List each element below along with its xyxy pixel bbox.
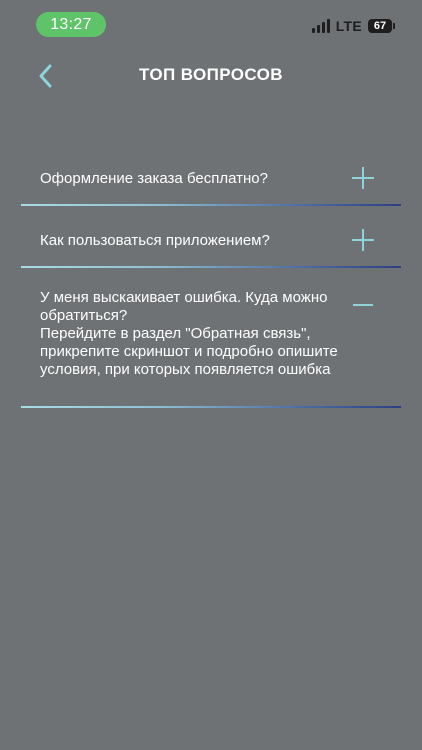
status-indicators xyxy=(312,16,392,36)
signal-icon xyxy=(312,19,330,33)
status-time: 13:27 xyxy=(36,12,106,37)
faq-content xyxy=(21,289,401,379)
faq-answer: Перейдите в раздел "Обратная связь", прикрепите скриншот и подробно опишите условия, при которых появляется ошибка xyxy=(40,325,338,378)
app-header xyxy=(0,55,422,95)
minus-icon[interactable] xyxy=(351,293,375,317)
status-bar xyxy=(0,0,422,50)
faq-list xyxy=(21,150,401,378)
faq-item[interactable] xyxy=(21,150,401,249)
page-title: ТОП ВОПРОСОВ xyxy=(139,65,283,84)
network-type: LTE xyxy=(335,18,362,34)
divider xyxy=(21,406,401,408)
faq-question: У меня выскакивает ошибка. Куда можно обратиться? xyxy=(40,289,328,324)
battery-icon xyxy=(368,19,392,33)
faq-question: Как пользоваться приложением? xyxy=(40,232,270,249)
faq-question: Оформление заказа бесплатно? xyxy=(40,170,268,187)
plus-icon[interactable] xyxy=(351,228,375,252)
battery-level: 67 xyxy=(373,20,387,32)
divider xyxy=(21,266,401,268)
